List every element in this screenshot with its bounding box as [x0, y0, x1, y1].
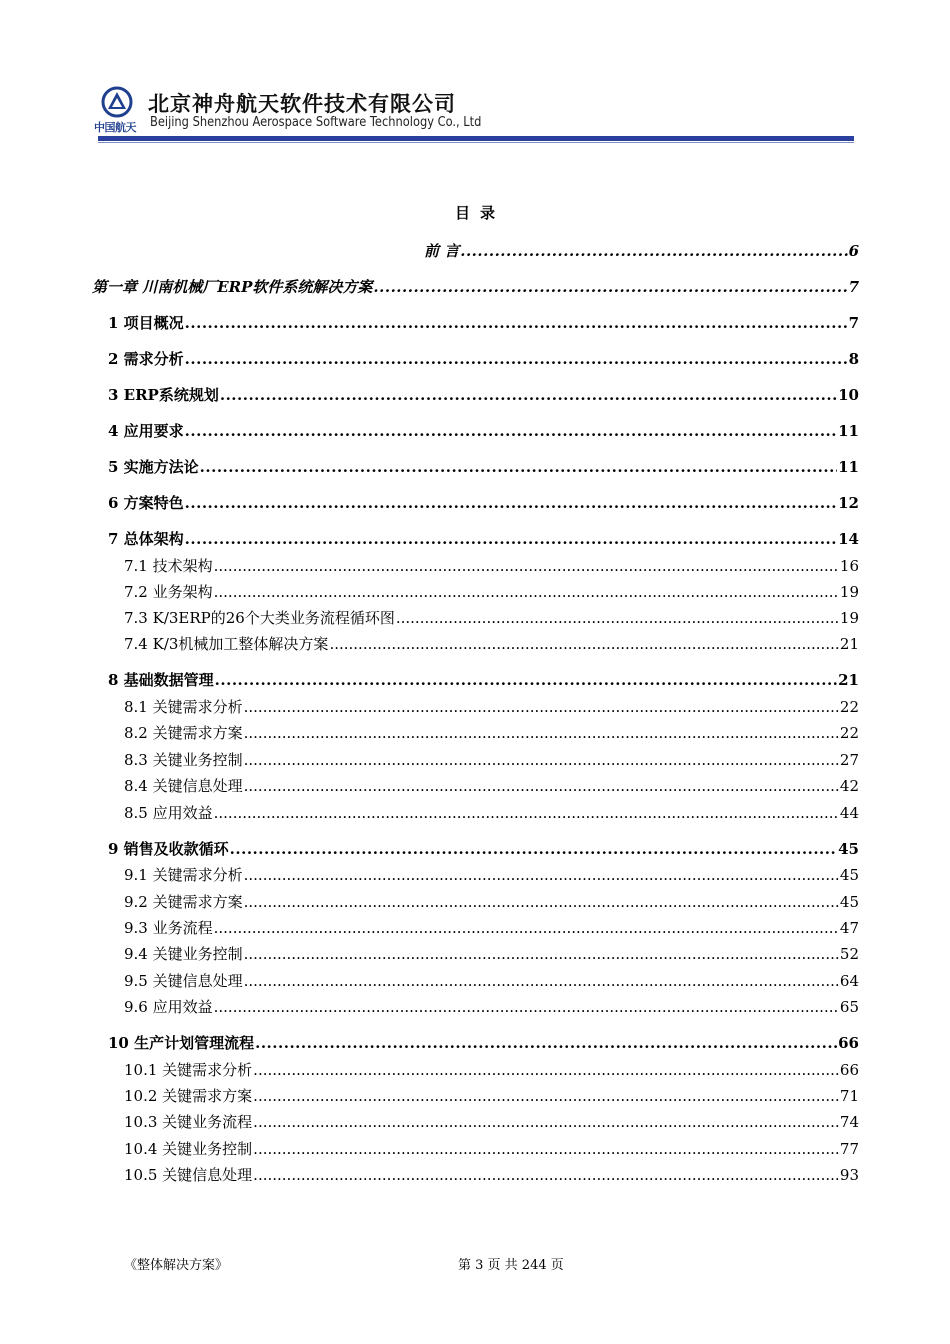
toc-leader-dots — [244, 751, 839, 769]
toc-leader-dots — [244, 866, 839, 884]
toc-leader-dots — [214, 583, 839, 601]
toc-leader-dots — [185, 494, 837, 512]
toc-entry-page: 66 — [839, 1061, 859, 1079]
logo-text: 中国航天 — [94, 121, 136, 134]
toc-entry-label: 10.5 关键信息处理 — [124, 1166, 253, 1184]
toc-entry-page: 44 — [839, 804, 859, 822]
toc-entry[interactable] — [108, 1032, 859, 1053]
toc-entry-label: 10.2 关键需求方案 — [124, 1087, 253, 1105]
toc-entry-page: 45 — [839, 893, 859, 911]
toc-entry[interactable] — [124, 891, 859, 912]
toc-leader-dots — [200, 458, 837, 476]
toc-entry-page: 64 — [839, 972, 859, 990]
toc-entry-label: 10.1 关键需求分析 — [124, 1061, 253, 1079]
toc-entry-label: 9.4 关键业务控制 — [124, 945, 243, 963]
toc-entry-page: 66 — [838, 1034, 859, 1052]
company-logo — [92, 86, 144, 138]
toc-entry-label: 10.4 关键业务控制 — [124, 1140, 253, 1158]
toc-entry-label: 1 项目概况 — [108, 314, 184, 332]
toc-entry-page: 16 — [839, 557, 859, 575]
toc-entry[interactable] — [124, 775, 859, 796]
toc-entry-label: 7.4 K/3机械加工整体解决方案 — [124, 635, 329, 653]
toc-leader-dots — [255, 1034, 837, 1052]
toc-entry[interactable] — [124, 1164, 859, 1185]
toc-entry[interactable] — [92, 276, 859, 297]
toc-entry-page: 71 — [839, 1087, 859, 1105]
toc-entry[interactable] — [124, 1111, 859, 1132]
toc-entry[interactable] — [108, 528, 859, 549]
toc-leader-dots — [329, 635, 838, 653]
toc-entry-label: 第一章 川南机械厂ERP软件系统解决方案 — [92, 278, 373, 296]
toc-entry-page: 19 — [839, 583, 859, 601]
toc-entry-label: 前 言 — [424, 242, 460, 260]
toc-leader-dots — [244, 893, 839, 911]
toc-entry-label: 10 生产计划管理流程 — [108, 1034, 255, 1052]
toc-entry[interactable] — [124, 581, 859, 602]
toc-leader-dots — [214, 804, 839, 822]
toc-leader-dots — [215, 671, 837, 689]
toc-leader-dots — [185, 422, 837, 440]
toc-entry-page: 74 — [839, 1113, 859, 1131]
toc-leader-dots — [244, 777, 839, 795]
toc-leader-dots — [214, 557, 839, 575]
toc-entry-label: 2 需求分析 — [108, 350, 184, 368]
toc-leader-dots — [214, 998, 839, 1016]
footer-doc-name: 《整体解决方案》 — [124, 1258, 229, 1273]
toc-entry[interactable] — [124, 607, 859, 628]
toc-leader-dots — [253, 1061, 839, 1079]
toc-entry[interactable] — [108, 838, 859, 859]
toc-entry[interactable] — [124, 802, 859, 823]
toc-entry-page: 22 — [839, 698, 859, 716]
toc-entry-page: 45 — [838, 840, 859, 858]
toc-entry-page: 19 — [839, 609, 859, 627]
toc-entry-page: 11 — [838, 458, 859, 476]
toc-entry-label: 8.2 关键需求方案 — [124, 724, 243, 742]
toc-entry[interactable] — [108, 492, 859, 513]
toc-leader-dots — [253, 1113, 839, 1131]
toc-entry[interactable] — [108, 669, 859, 690]
company-name-en: Beijing Shenzhou Aerospace Software Technology Co., Ltd — [150, 115, 482, 130]
toc-entry-label: 8.1 关键需求分析 — [124, 698, 243, 716]
toc-entry[interactable] — [108, 384, 859, 405]
toc-leader-dots — [220, 386, 837, 404]
toc-entry-label: 8.5 应用效益 — [124, 804, 213, 822]
toc-leader-dots — [253, 1087, 839, 1105]
toc-entry-page: 8 — [848, 350, 859, 368]
toc-entry-label: 7 总体架构 — [108, 530, 184, 548]
toc-entry-label: 9 销售及收款循环 — [108, 840, 229, 858]
toc-entry-page: 6 — [848, 242, 859, 260]
toc-leader-dots — [185, 314, 848, 332]
toc-entry-page: 77 — [839, 1140, 859, 1158]
toc-entry-label: 7.2 业务架构 — [124, 583, 213, 601]
toc-entry[interactable] — [124, 1059, 859, 1080]
toc-entry[interactable] — [124, 555, 859, 576]
toc-leader-dots — [253, 1140, 839, 1158]
toc-entry-page: 65 — [839, 998, 859, 1016]
toc-entry[interactable] — [124, 864, 859, 885]
toc-entry-label: 10.3 关键业务流程 — [124, 1113, 253, 1131]
toc-entry-page: 7 — [848, 314, 859, 332]
toc-entry[interactable] — [0, 240, 859, 261]
toc-leader-dots — [396, 609, 839, 627]
toc-entry[interactable] — [108, 456, 859, 477]
toc-entry[interactable] — [124, 917, 859, 938]
toc-entry[interactable] — [124, 696, 859, 717]
toc-entry-page: 45 — [839, 866, 859, 884]
casc-logo-icon — [100, 86, 134, 118]
toc-entry-page: 22 — [839, 724, 859, 742]
toc-entry-page: 52 — [839, 945, 859, 963]
toc-entry-label: 8.3 关键业务控制 — [124, 751, 243, 769]
toc-entry[interactable] — [108, 420, 859, 441]
footer-page-info: 第 3 页 共 244 页 — [458, 1258, 564, 1273]
toc-entry-label: 9.6 应用效益 — [124, 998, 213, 1016]
toc-leader-dots — [244, 972, 839, 990]
toc-entry-page: 93 — [839, 1166, 859, 1184]
toc-entry[interactable] — [108, 312, 859, 333]
toc-entry[interactable] — [124, 996, 859, 1017]
toc-entry-label: 4 应用要求 — [108, 422, 184, 440]
toc-leader-dots — [214, 919, 839, 937]
company-name-cn: 北京神舟航天软件技术有限公司 — [148, 92, 456, 116]
toc-entry-label: 9.3 业务流程 — [124, 919, 213, 937]
toc-entry-label: 7.3 K/3ERP的26个大类业务流程循环图 — [124, 609, 395, 627]
toc-entry[interactable] — [124, 749, 859, 770]
toc-entry[interactable] — [124, 722, 859, 743]
header-rule — [98, 136, 854, 141]
toc-entry[interactable] — [124, 633, 859, 654]
toc-leader-dots — [244, 945, 839, 963]
toc-leader-dots — [185, 350, 848, 368]
toc-entry-label: 9.1 关键需求分析 — [124, 866, 243, 884]
toc-entry-label: 8.4 关键信息处理 — [124, 777, 243, 795]
toc-entry-label: 6 方案特色 — [108, 494, 184, 512]
toc-leader-dots — [244, 724, 839, 742]
toc-leader-dots — [244, 698, 839, 716]
toc-entry-label: 3 ERP系统规划 — [108, 386, 219, 404]
toc-entry-page: 47 — [839, 919, 859, 937]
toc-entry-page: 21 — [839, 635, 859, 653]
toc-entry[interactable] — [124, 1138, 859, 1159]
toc-entry[interactable] — [108, 348, 859, 369]
toc-entry[interactable] — [124, 1085, 859, 1106]
toc-entry-page: 7 — [848, 278, 859, 296]
toc-leader-dots — [230, 840, 837, 858]
toc-entry[interactable] — [124, 970, 859, 991]
toc-entry-page: 11 — [838, 422, 859, 440]
toc-entry[interactable] — [124, 943, 859, 964]
toc-entry-page: 21 — [838, 671, 859, 689]
toc-leader-dots — [460, 242, 847, 260]
toc-entry-label: 9.2 关键需求方案 — [124, 893, 243, 911]
toc-title: 目录 — [454, 204, 505, 222]
toc-entry-page: 12 — [838, 494, 859, 512]
toc-leader-dots — [253, 1166, 839, 1184]
toc-entry-page: 14 — [838, 530, 859, 548]
header-rule-thin — [98, 142, 854, 143]
toc-entry-page: 10 — [838, 386, 859, 404]
toc-entry-label: 7.1 技术架构 — [124, 557, 213, 575]
toc-entry-page: 42 — [839, 777, 859, 795]
toc-entry-label: 9.5 关键信息处理 — [124, 972, 243, 990]
toc-entry-label: 8 基础数据管理 — [108, 671, 214, 689]
toc-entry-label: 5 实施方法论 — [108, 458, 199, 476]
page-header — [92, 86, 854, 144]
toc-leader-dots — [185, 530, 837, 548]
toc-entry-page: 27 — [839, 751, 859, 769]
toc-leader-dots — [373, 278, 847, 296]
